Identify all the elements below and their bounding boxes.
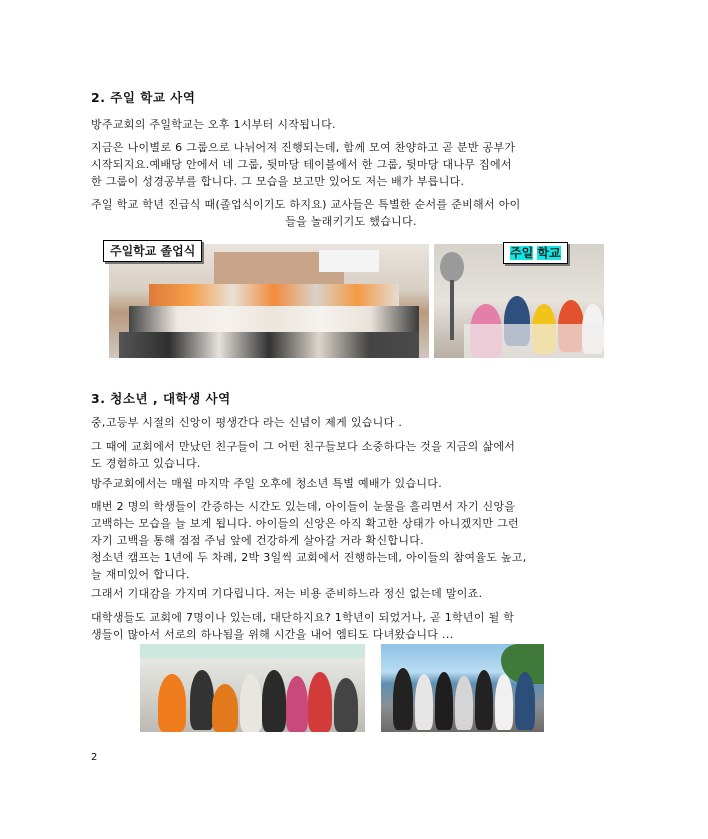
paragraph: 청소년 캠프는 1년에 두 차례, 2박 3일씩 교회에서 진행하는데, 아이들의 참여율도 높고, 늘 재미있어 합니다. bbox=[91, 551, 527, 581]
section-heading-youth-ministry: 3. 청소년 , 대학생 사역 bbox=[91, 391, 231, 406]
paragraph: 주일 학교 학년 진급식 때(졸업식이기도 하지요) 교사들은 특별한 순서를 준비해서 아이 들을 놀래키기도 했습니다. bbox=[91, 198, 521, 228]
paragraph: 방주교회에서는 매월 마지막 주일 오후에 청소년 특별 예배가 있습니다. bbox=[91, 477, 443, 490]
college-beach-photo bbox=[381, 644, 544, 732]
caption-graduation: 주일학교 졸업식 bbox=[103, 240, 202, 262]
paragraph: 중,고등부 시절의 신앙이 평생간다 라는 신념이 제게 있습니다 . bbox=[91, 416, 403, 429]
paragraph: 지금은 나이별로 6 그룹으로 나뉘어져 진행되는데, 함께 모여 찬양하고 곧 분반 공부가 시작되지요.예배당 안에서 네 그룹, 뒷마당 테이블에서 한 그룹, 뒷마당 대나무 집에서 한 그룹이 성경공부를 합니다. 그 모습을 보고만 있어도 저는 배가 부릅니다. bbox=[91, 141, 516, 188]
paragraph: 그래서 기대감을 가지며 기다립니다. 저는 비용 준비하느라 정신 없는데 말이죠. bbox=[91, 587, 483, 600]
section-heading-sunday-school: 2. 주일 학교 사역 bbox=[91, 90, 196, 105]
paragraph: 매번 2 명의 학생들이 간증하는 시간도 있는데, 아이들이 눈물을 흘리면서 자기 신앙을 고백하는 모습을 늘 보게 됩니다. 아이들의 신앙은 아직 확고한 상태가 아니겠지만 그런 자기 고백을 통해 점점 주님 앞에 건강하게 살아갈 거라 확신합니다. bbox=[91, 500, 519, 547]
paragraph: 그 때에 교회에서 만났던 친구들이 그 어떤 친구들보다 소중하다는 것을 지금의 삶에서 도 경험하고 있습니다. bbox=[91, 440, 516, 470]
paragraph: 대학생들도 교회에 7명이나 있는데, 대단하지요? 1학년이 되었거나, 곧 1학년이 될 학 생들이 많아서 서로의 하나됨을 위해 시간을 내어 엠티도 다녀왔습니다 ... bbox=[91, 611, 515, 641]
page-number: 2 bbox=[91, 752, 98, 763]
caption-sunday-school: 주일 학교 bbox=[503, 242, 568, 264]
youth-group-photo bbox=[140, 644, 365, 732]
paragraph: 방주교회의 주일학교는 오후 1시부터 시작됩니다. bbox=[91, 118, 336, 131]
